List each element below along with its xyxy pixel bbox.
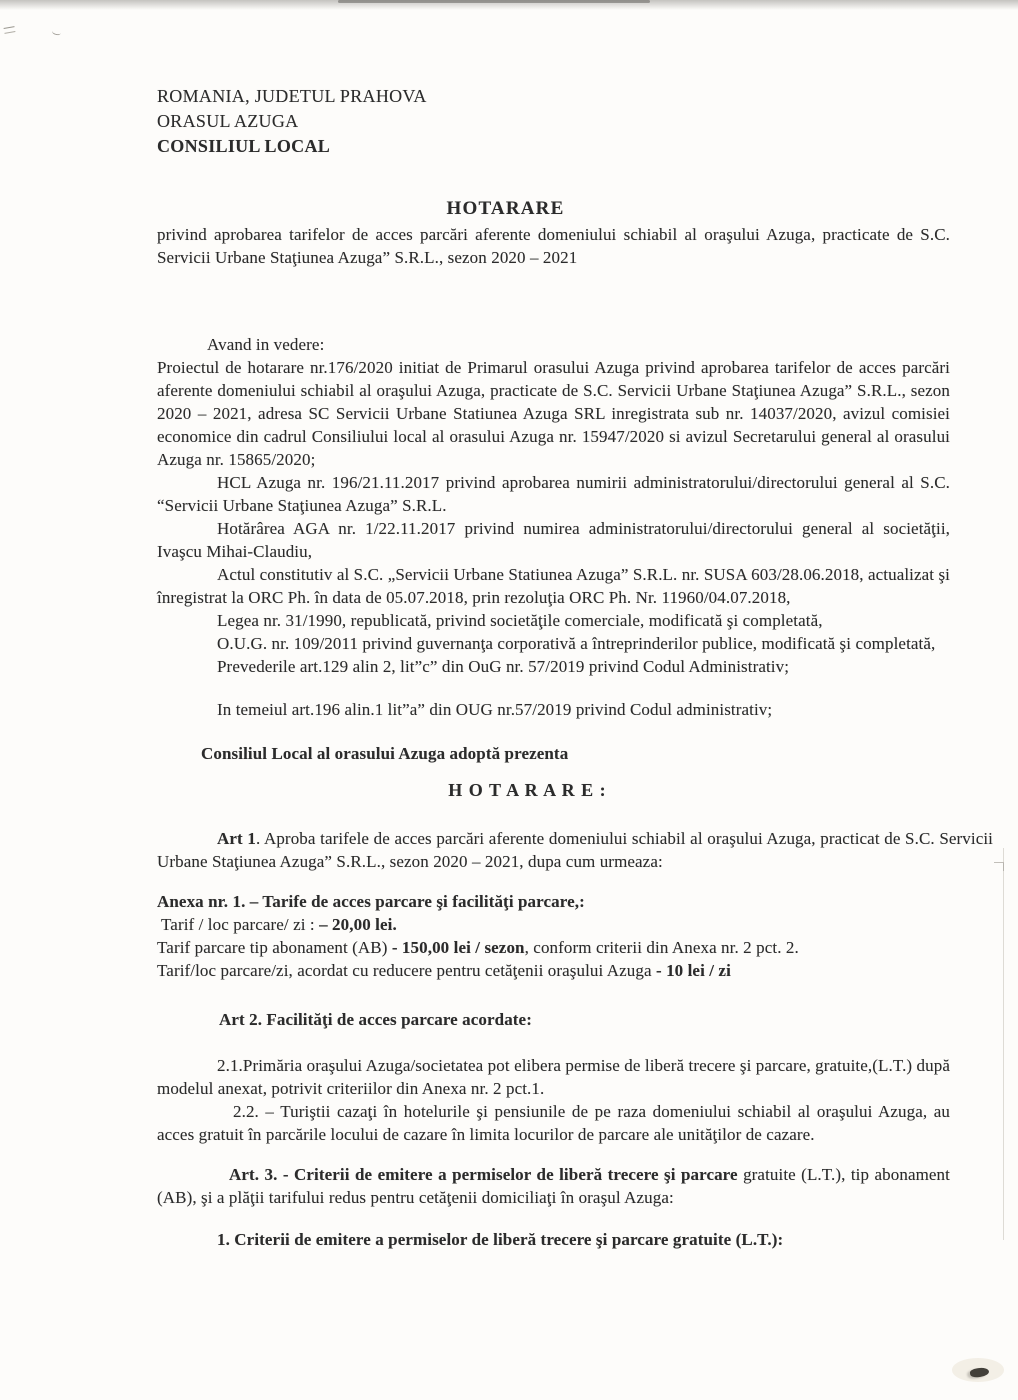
article-1-text: . Aproba tarifele de acces parcări aferente domeniului schiabil al oraşului Azuga, practicat de S.C. Servicii Urbane Staţiunea Azuga” S.R.L., sezon 2020 – 2021, dupa cum urmeaza: (157, 829, 993, 871)
document-content (157, 0, 993, 1251)
article-3-rest: gratuite (L.T.), tip abonament (AB), şi a plăţii tarifului redus pentru cetăţenii domiciliaţi în oraşul Azuga: (157, 1165, 950, 1207)
tariff-reduced-label: Tarif/loc parcare/zi, acordat cu reducere pentru cetăţenii oraşului Azuga (157, 961, 656, 980)
tariff-season-suffix: , conform criterii din Anexa nr. 2 pct. 2. (524, 938, 799, 957)
document-title: HOTARARE (446, 198, 565, 219)
tariff-season-pass (157, 936, 950, 959)
issuing-authority (157, 84, 950, 159)
document-subtitle: privind aprobarea tarifelor de acces parcări aferente domeniului schiabil al oraşului Azuga, practicate de S.C. Servicii Urbane Staţiunea Azuga” S.R.L., sezon 2020 – 2021 (157, 225, 950, 267)
tariff-reduced-value: - 10 lei / zi (655, 961, 731, 980)
tariff-season-label: Tarif parcare tip abonament (AB) (157, 938, 392, 957)
article-2-heading: Art 2. Facilităţi de acces parcare acordate: (219, 1010, 532, 1029)
scan-artifact-mark-top-left-1 (4, 26, 16, 34)
tariff-season-value: - 150,00 lei / sezon (391, 938, 525, 957)
recital-law-31-1990: Legea nr. 31/1990, republicată, privind societăţile comerciale, modificată şi completată, (217, 611, 823, 630)
issuer-body: CONSILIUL LOCAL (157, 136, 331, 156)
article-3 (157, 1163, 950, 1209)
recital-art129: Prevederile art.129 alin 2, lit”c” din OuG nr. 57/2019 privind Codul Administrativ; (217, 657, 790, 676)
scan-artifact-mark-top-left-2 (51, 28, 61, 36)
enactment-title: H O T A R A R E : (448, 780, 607, 800)
recital-constitutive-act: Actul constitutiv al S.C. „Servicii Urbane Statiunea Azuga” S.R.L. nr. SUSA 603/28.06.2018, actualizat şi înregistrat la ORC Ph. în data de 05.07.2018, prin rezoluţia ORC Ph. Nr. 11960/04.07.2018, (157, 565, 950, 607)
recital-draft-decision: Proiectul de hotarare nr.176/2020 initiat de Primarul orasului Azuga privind aprobarea tarifelor de acces parcări aferente domeniului schiabil al oraşului Azuga, practicate de S.C. Servicii Urbane Staţiunea Azuga” S.R.L., sezon 2020 – 2021, adresa SC Servicii Urbane Statiunea Azuga SRL inregistrata sub nr. 14037/2020, avizul comisiei economice din cadrul Consiliului local al orasului Azuga nr. 15947/2020 si avizul Secretarului general al orasului Azuga nr. 15865/2020; (157, 358, 950, 469)
adoption-clause: Consiliul Local al orasului Azuga adoptă prezenta (201, 744, 569, 763)
scan-artifact-corner-bracket (994, 862, 1004, 871)
recital-hcl-196: HCL Azuga nr. 196/21.11.2017 privind aprobarea numirii administratorului/directorului general al S.C. “Servicii Urbane Staţiunea Azuga” S.R.L. (157, 473, 950, 515)
issuer-country-county: ROMANIA, JUDETUL PRAHOVA (157, 86, 427, 106)
tariff-per-day-label: Tarif / loc parcare/ zi : (161, 915, 320, 934)
recital-oug-109-2011: O.U.G. nr. 109/2011 privind guvernanţa corporativă a întreprinderilor publice, modificată şi completată, (217, 634, 936, 653)
annex-1-heading: Anexa nr. 1. – Tarife de acces parcare şi facilităţi parcare,: (157, 892, 585, 911)
article-2-item-2: 2.2. – Turiştii cazaţi în hotelurile şi pensiunile de pe raza domeniului schiabil al oraşului Azuga, au acces gratuit în parcările locului de cazare în limita locurilor de parcare ale unităţilor de cazare. (157, 1102, 950, 1144)
issuer-town: ORASUL AZUGA (157, 111, 299, 131)
article-2-item-1: 2.1.Primăria oraşului Azuga/societatea pot elibera permise de liberă trecere şi parcare, gratuite,(L.T.) după modelul anexat, potrivit criteriilor din Anexa nr. 2 pct.1. (157, 1056, 950, 1098)
tariff-per-day-value: – 20,00 lei. (319, 915, 397, 934)
preamble-intro: Avand in vedere: (207, 335, 325, 354)
tariff-reduced (157, 959, 950, 982)
scan-artifact-right-line (1003, 848, 1004, 1240)
annex-1-tariffs (157, 890, 950, 982)
tariff-per-day (157, 913, 950, 936)
article-1-label: Art 1 (217, 829, 256, 848)
article-3-bold: Art. 3. - Criterii de emitere a permiselor de liberă trecere şi parcare (229, 1165, 738, 1184)
legal-basis: In temeiul art.196 alin.1 lit”a” din OUG nr.57/2019 privind Codul administrativ; (217, 700, 773, 719)
criteria-1-heading: 1. Criterii de emitere a permiselor de liberă trecere şi parcare gratuite (L.T.): (217, 1230, 784, 1249)
recital-aga-decision: Hotărârea AGA nr. 1/22.11.2017 privind numirea administratorului/directorului general al societăţii, Ivaşcu Mihai-Claudiu, (157, 519, 950, 561)
article-1 (157, 827, 993, 873)
